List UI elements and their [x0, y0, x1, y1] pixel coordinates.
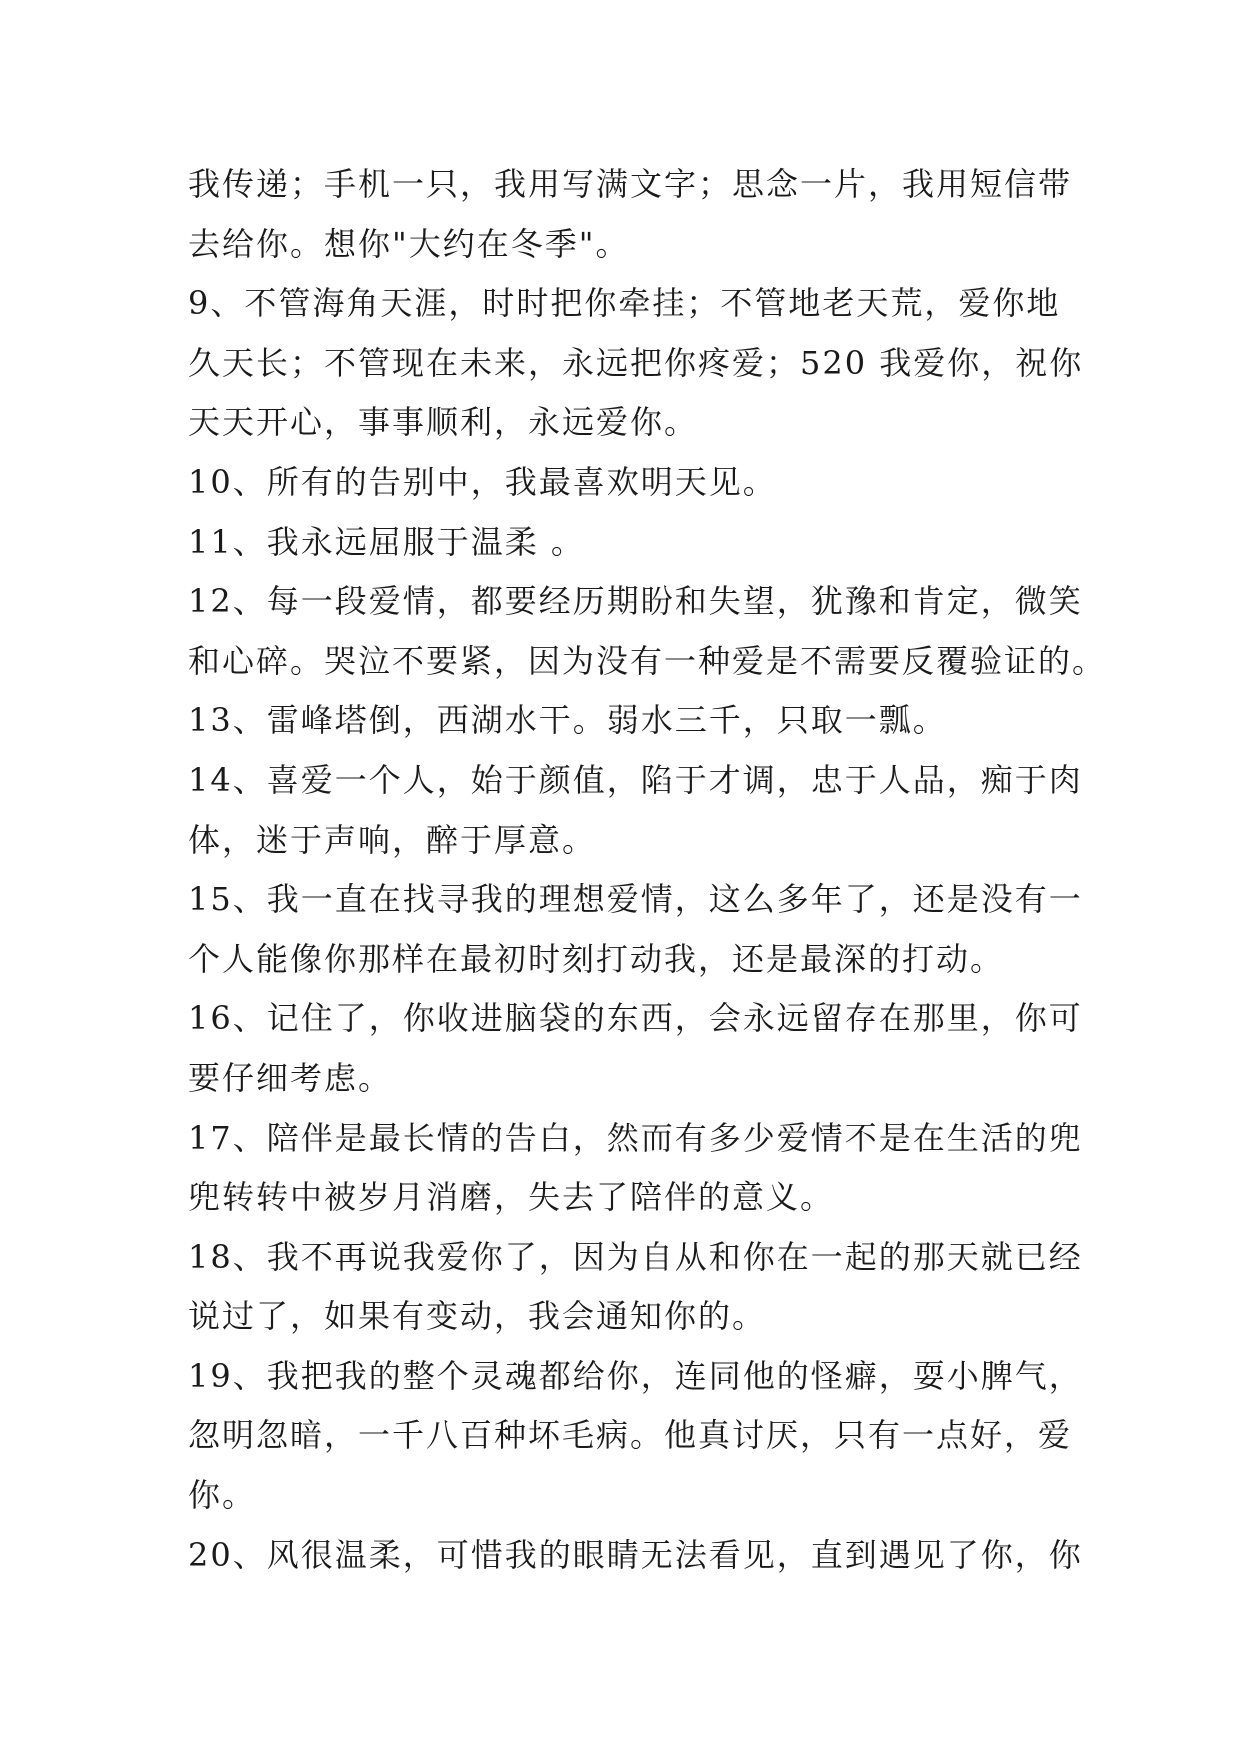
- text-line: 20、风很温柔，可惜我的眼睛无法看见，直到遇见了你，你: [188, 1535, 1083, 1574]
- text-line: 9、不管海角天涯，时时把你牵挂；不管地老天荒，爱你地: [188, 284, 1061, 323]
- text-line: 个人能像你那样在最初时刻打动我，还是最深的打动。: [188, 939, 1005, 978]
- text-line: 16、记住了，你收进脑袋的东西，会永远留存在那里，你可: [188, 999, 1083, 1038]
- text-line: 久天长；不管现在未来，永远把你疼爱；520 我爱你，祝你: [188, 343, 1084, 382]
- text-line: 去给你。想你"大约在冬季"。: [188, 224, 630, 263]
- text-line: 19、我把我的整个灵魂都给你，连同他的怪癖，耍小脾气，: [188, 1356, 1083, 1395]
- text-line: 17、陪伴是最长情的告白，然而有多少爱情不是在生活的兜: [188, 1118, 1083, 1157]
- text-line: 10、所有的告别中，我最喜欢明天见。: [188, 462, 777, 501]
- text-line: 和心碎。哭泣不要紧，因为没有一种爱是不需要反覆验证的。: [188, 641, 1107, 680]
- text-line: 忽明忽暗，一千八百种坏毛病。他真讨厌，只有一点好，爱: [188, 1416, 1073, 1455]
- text-line: 要仔细考虑。: [188, 1058, 393, 1097]
- text-line: 12、每一段爱情，都要经历期盼和失望，犹豫和肯定，微笑: [188, 582, 1083, 621]
- text-line: 15、我一直在找寻我的理想爱情，这么多年了，还是没有一: [188, 880, 1083, 919]
- text-line: 天天开心，事事顺利，永远爱你。: [188, 403, 699, 442]
- document-body: [188, 155, 1107, 1585]
- text-line: 体，迷于声响，醉于厚意。: [188, 820, 597, 859]
- text-line: 你。: [188, 1476, 257, 1515]
- text-line: 18、我不再说我爱你了，因为自从和你在一起的那天就已经: [188, 1237, 1083, 1276]
- text-line: 14、喜爱一个人，始于颜值，陷于才调，忠于人品，痴于肉: [188, 760, 1083, 799]
- text-line: 我传递；手机一只，我用写满文字；思念一片，我用短信带: [188, 165, 1073, 203]
- text-line: 11、我永远屈服于温柔 。: [188, 522, 585, 561]
- text-line: 兜转转中被岁月消磨，失去了陪伴的意义。: [188, 1178, 835, 1217]
- text-line: 说过了，如果有变动，我会通知你的。: [188, 1297, 767, 1336]
- text-line: 13、雷峰塔倒，西湖水干。弱水三千，只取一瓢。: [188, 701, 947, 740]
